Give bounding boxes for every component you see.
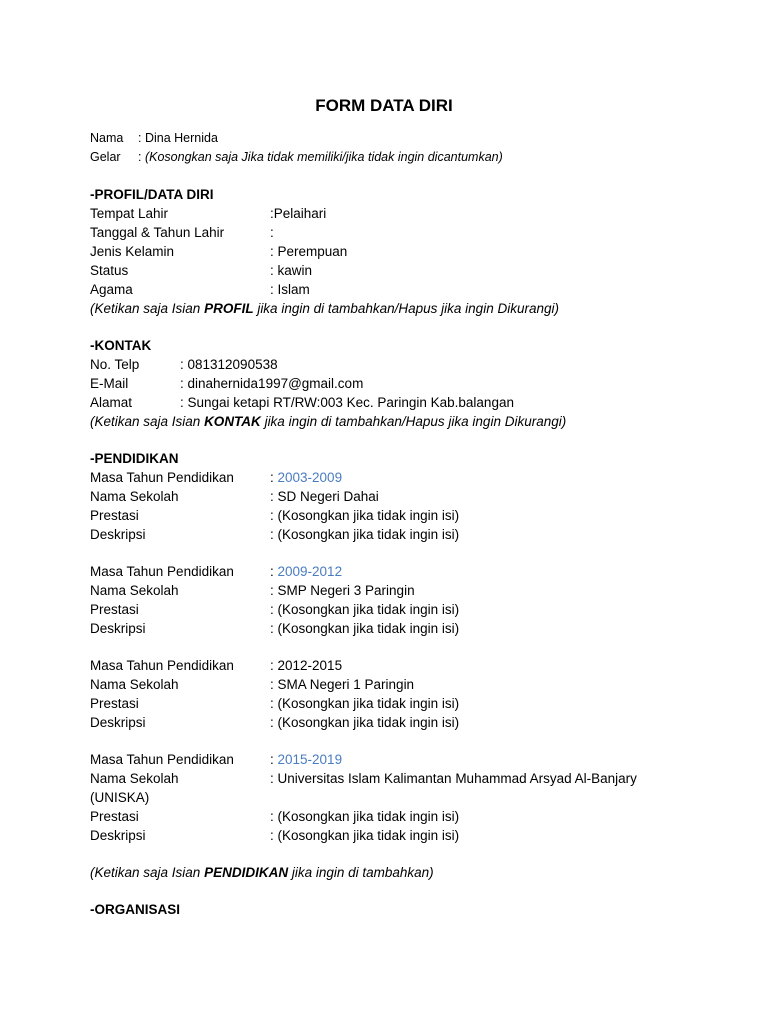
deskripsi-label: Deskripsi bbox=[90, 828, 146, 843]
masa-label: Masa Tahun Pendidikan bbox=[90, 470, 234, 485]
deskripsi-value: : (Kosongkan jika tidak ingin isi) bbox=[270, 715, 460, 730]
sekolah-label: Nama Sekolah bbox=[90, 489, 179, 504]
profil-label: Status bbox=[90, 263, 129, 278]
deskripsi-label: Deskripsi bbox=[90, 621, 146, 636]
gelar-note: (Kosongkan saja Jika tidak memiliki/jika tidak ingin dicantumkan) bbox=[144, 150, 503, 164]
profil-list bbox=[90, 204, 730, 299]
deskripsi-value: : (Kosongkan jika tidak ingin isi) bbox=[270, 621, 460, 636]
profil-row bbox=[90, 261, 730, 280]
sekolah-value: : Universitas Islam Kalimantan Muhammad Arsyad Al-Banjary bbox=[270, 771, 637, 786]
masa-label: Masa Tahun Pendidikan bbox=[90, 752, 234, 767]
profil-value: :Pelaihari bbox=[270, 206, 327, 221]
kontak-label: No. Telp bbox=[90, 357, 140, 372]
gelar-colon: : bbox=[138, 150, 142, 164]
nama-value: : Dina Hernida bbox=[138, 131, 218, 145]
sekolah-value: : SMA Negeri 1 Paringin bbox=[270, 677, 415, 692]
prestasi-value: : (Kosongkan jika tidak ingin isi) bbox=[270, 696, 460, 711]
profil-value: : Perempuan bbox=[270, 244, 348, 259]
profil-value: : bbox=[270, 225, 274, 240]
sekolah-label: Nama Sekolah bbox=[90, 771, 179, 786]
masa-label: Masa Tahun Pendidikan bbox=[90, 658, 234, 673]
years-value: 2015-2019 bbox=[277, 752, 343, 767]
profil-heading: -PROFIL/DATA DIRI bbox=[90, 187, 214, 202]
kontak-note: (Ketikan saja Isian KONTAK jika ingin di tambahkan/Hapus jika ingin Dikurangi) bbox=[90, 414, 567, 429]
kontak-value: : Sungai ketapi RT/RW:003 Kec. Paringin Kab.balangan bbox=[180, 395, 514, 410]
profil-value: : kawin bbox=[270, 263, 313, 278]
pendidikan-note: (Ketikan saja Isian PENDIDIKAN jika ingin di tambahkan) bbox=[90, 865, 434, 880]
masa-value: : 2012-2015 bbox=[270, 658, 343, 673]
kontak-label: E-Mail bbox=[90, 376, 129, 391]
profil-row bbox=[90, 223, 730, 242]
kontak-value: : 081312090538 bbox=[180, 357, 278, 372]
sekolah-value: : SD Negeri Dahai bbox=[270, 489, 379, 504]
profil-note: (Ketikan saja Isian PROFIL jika ingin di tambahkan/Hapus jika ingin Dikurangi) bbox=[90, 301, 559, 316]
kontak-row bbox=[90, 355, 730, 374]
prestasi-value: : (Kosongkan jika tidak ingin isi) bbox=[270, 508, 460, 523]
kontak-label: Alamat bbox=[90, 395, 133, 410]
sekolah-label: Nama Sekolah bbox=[90, 583, 179, 598]
pendidikan-entry bbox=[90, 656, 730, 732]
prestasi-value: : (Kosongkan jika tidak ingin isi) bbox=[270, 809, 460, 824]
profil-row bbox=[90, 242, 730, 261]
profil-value: : Islam bbox=[270, 282, 310, 297]
prestasi-label: Prestasi bbox=[90, 696, 139, 711]
kontak-value: : dinahernida1997@gmail.com bbox=[180, 376, 364, 391]
deskripsi-label: Deskripsi bbox=[90, 715, 146, 730]
pendidikan-heading: -PENDIDIKAN bbox=[90, 451, 179, 466]
masa-value: : 2003-2009 bbox=[270, 470, 343, 485]
prestasi-label: Prestasi bbox=[90, 508, 139, 523]
profil-label: Agama bbox=[90, 282, 133, 297]
profil-row bbox=[90, 204, 730, 223]
gelar-row bbox=[90, 148, 730, 167]
profil-label: Jenis Kelamin bbox=[90, 244, 175, 259]
nama-row bbox=[90, 129, 730, 148]
years-value: 2003-2009 bbox=[277, 470, 343, 485]
form-content bbox=[90, 129, 730, 919]
deskripsi-value: : (Kosongkan jika tidak ingin isi) bbox=[270, 527, 460, 542]
sekolah-value-cont: (UNISKA) bbox=[90, 790, 150, 805]
masa-value: : 2015-2019 bbox=[270, 752, 343, 767]
masa-value: : 2009-2012 bbox=[270, 564, 343, 579]
organisasi-heading: -ORGANISASI bbox=[90, 902, 181, 917]
page-title: FORM DATA DIRI bbox=[315, 96, 453, 115]
deskripsi-value: : (Kosongkan jika tidak ingin isi) bbox=[270, 828, 460, 843]
sekolah-label: Nama Sekolah bbox=[90, 677, 179, 692]
profil-label: Tanggal & Tahun Lahir bbox=[90, 225, 225, 240]
pendidikan-entry bbox=[90, 468, 730, 544]
sekolah-value: : SMP Negeri 3 Paringin bbox=[270, 583, 415, 598]
profil-row bbox=[90, 280, 730, 299]
masa-label: Masa Tahun Pendidikan bbox=[90, 564, 234, 579]
prestasi-value: : (Kosongkan jika tidak ingin isi) bbox=[270, 602, 460, 617]
nama-label: Nama bbox=[90, 131, 124, 145]
profil-label: Tempat Lahir bbox=[90, 206, 169, 221]
pendidikan-entry bbox=[90, 750, 730, 845]
years-value: 2012-2015 bbox=[277, 658, 343, 673]
gelar-value bbox=[138, 148, 503, 167]
pendidikan-entry bbox=[90, 562, 730, 638]
years-value: 2009-2012 bbox=[277, 564, 343, 579]
gelar-label: Gelar bbox=[90, 150, 121, 164]
prestasi-label: Prestasi bbox=[90, 602, 139, 617]
prestasi-label: Prestasi bbox=[90, 809, 139, 824]
kontak-row bbox=[90, 374, 730, 393]
kontak-row bbox=[90, 393, 730, 412]
kontak-heading: -KONTAK bbox=[90, 338, 152, 353]
deskripsi-label: Deskripsi bbox=[90, 527, 146, 542]
